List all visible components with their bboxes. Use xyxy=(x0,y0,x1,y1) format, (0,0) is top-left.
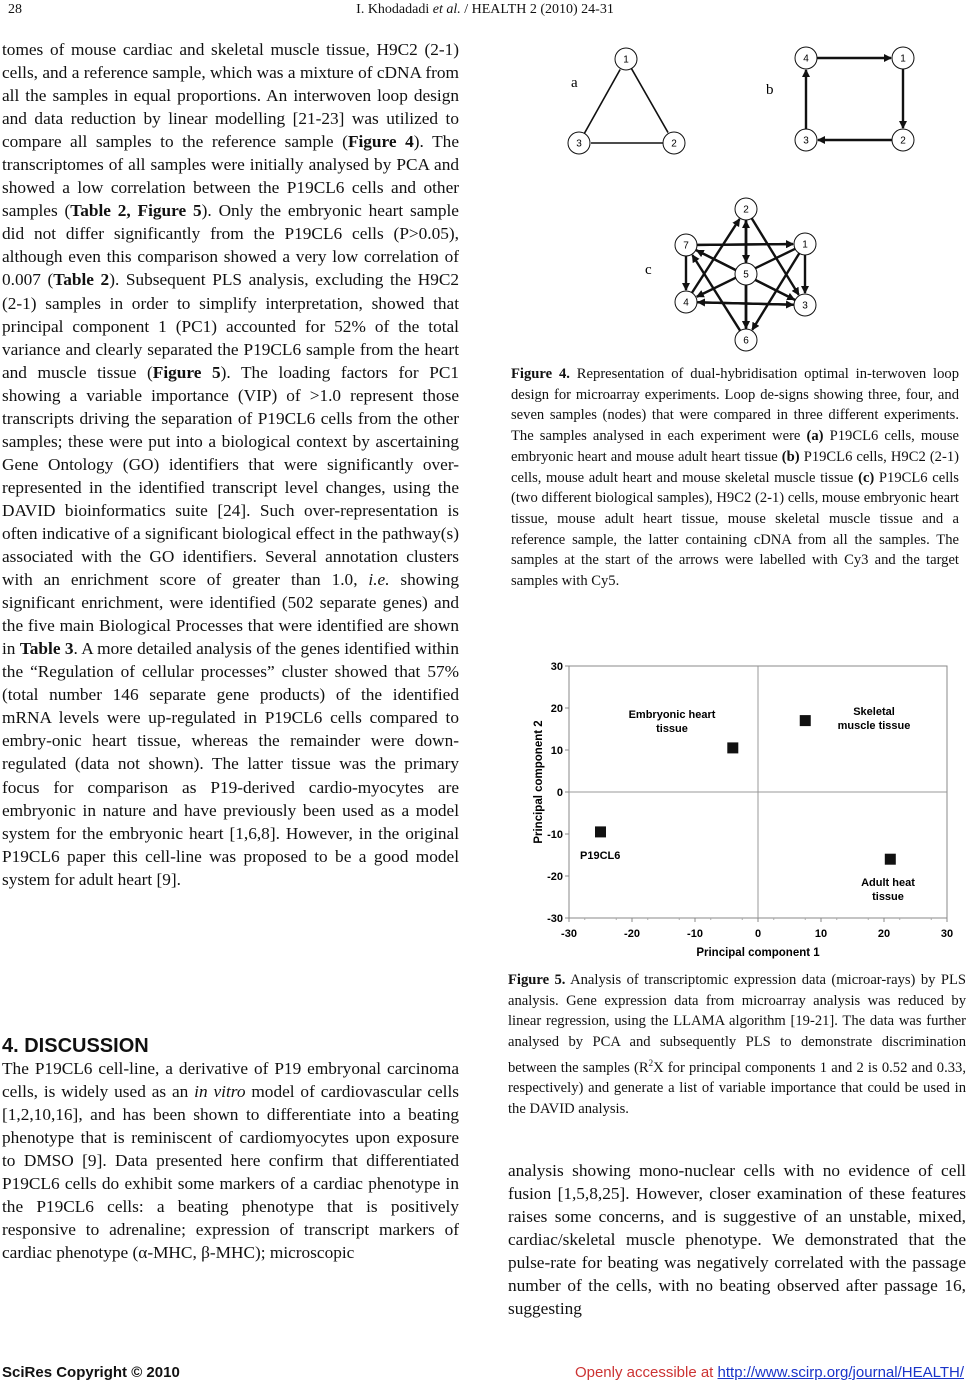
loop-edge xyxy=(692,219,740,293)
ie-italic: i.e. xyxy=(368,570,390,590)
panel-label-a: a xyxy=(571,75,578,91)
node-number: 2 xyxy=(671,138,677,150)
y-tick-label: 30 xyxy=(550,661,563,673)
sample-node xyxy=(735,329,757,351)
node-number: 1 xyxy=(623,54,629,66)
right-paragraph: analysis showing mono-nuclear cells with no evidence of cell fusion [1,5,8,25]. However, closer examination of these features raises some concerns, and is suggestive of an unstable, mixed, cardiac/skeletal muscle phenotype. We demonstrated that the pulse-rate for beating was negatively correlated with the passage number of the cells, with no beating observed after passage 16, suggesting xyxy=(508,1161,966,1319)
data-point-marker xyxy=(800,715,811,726)
text-run: ). Only the embryonic heart sample did not differ significantly from the P19CL6 cells (P>0.05), although even this comparison showed a very low correlation of 0.007 ( xyxy=(2,201,459,290)
sample-node xyxy=(795,129,817,151)
sample-node xyxy=(795,47,817,69)
caption-ref-b: (b) xyxy=(781,448,800,465)
caption-ref-c: (c) xyxy=(858,469,875,486)
section-heading-discussion: 4. DISCUSSION xyxy=(2,1035,149,1057)
sample-node xyxy=(735,263,757,285)
y-tick-label: 0 xyxy=(556,787,563,799)
node-number: 7 xyxy=(683,240,689,252)
running-title xyxy=(0,2,970,18)
loop-edge xyxy=(692,255,740,331)
loop-design-c xyxy=(675,198,816,351)
label-adult-line2: tissue xyxy=(872,891,904,903)
caption-text: P19CL6 cells, mouse embryonic heart and mouse adult heart tissue xyxy=(511,428,959,465)
table2-figure5-ref: Table 2, Figure 5 xyxy=(70,201,202,221)
page-header xyxy=(0,2,970,26)
sample-node xyxy=(675,291,697,313)
data-points xyxy=(595,715,896,865)
node-number: 6 xyxy=(743,335,749,347)
sample-node xyxy=(615,48,637,70)
node-number: 5 xyxy=(743,269,749,281)
text-run: showing significant enrichment, were identified (502 separate genes) and the five main Biological Processes that were identified are shown in xyxy=(2,570,459,659)
node-number: 3 xyxy=(802,300,808,312)
sample-node xyxy=(892,129,914,151)
node-number: 1 xyxy=(900,53,906,65)
x-tick-label: 30 xyxy=(940,928,954,940)
label-p19cl6: P19CL6 xyxy=(580,850,621,862)
label-adult-line1: Adult heat xyxy=(861,877,915,889)
citation-author: I. Khodadadi xyxy=(356,2,433,17)
discussion-paragraph xyxy=(2,1057,459,1264)
text-run: tomes of mouse cardiac and skeletal muscle tissue, H9C2 (2-1) cells, and a reference sample, which was a mixture of cDNA from all the samples in equal proportions. An interwoven loop design and data reduction by linear modelling [21-23] was utilized to compare all samples to the reference sample ( xyxy=(2,40,459,152)
text-run: ). The transcriptomes of all samples were initially analysed by PCA and showed a low correlation between the P19CL6 cells and other samples ( xyxy=(2,132,459,221)
x-tick-label: 0 xyxy=(754,928,762,940)
table-2-ref: Table 2 xyxy=(53,270,110,290)
y-axis-ticks xyxy=(547,661,569,925)
sample-node xyxy=(794,233,816,255)
data-point-marker xyxy=(595,826,606,837)
caption-text: Analysis of transcriptomic expression data (microar-rays) by PLS analysis. Gene expression data from microarray analysis was reduced by linear regression, using the LLAMA algorithm [19-21]. The data was further analysed by PCA and subsequently PLS to demonstrate discrimination between the samples (R xyxy=(508,972,966,1076)
caption-label: Figure 5. xyxy=(508,972,566,988)
sample-node xyxy=(735,198,757,220)
sample-node xyxy=(568,132,590,154)
in-vitro-italic: in vitro xyxy=(194,1082,246,1102)
copyright: SciRes Copyright © 2010 xyxy=(2,1364,180,1381)
results-paragraph xyxy=(2,38,459,891)
sample-node xyxy=(663,132,685,154)
label-embryonic-line2: tissue xyxy=(656,723,688,735)
sample-node xyxy=(892,47,914,69)
table-3-ref: Table 3 xyxy=(19,639,74,659)
discussion-text xyxy=(2,1057,459,1264)
panel-label-b: b xyxy=(766,82,774,98)
text-run: ). Subsequent PLS analysis, excluding the H9C2 (2-1) samples in order to simplify interpretation, showed that principal component 1 (PC1) accounted for 52% of the total variance and clearly separated the P19CL6 sample from the heart and muscle tissue ( xyxy=(2,270,460,382)
node-number: 3 xyxy=(576,138,582,150)
x-tick-label: -20 xyxy=(624,928,640,940)
figure-5-ref: Figure 5 xyxy=(152,362,221,382)
y-tick-label: -20 xyxy=(547,871,563,883)
label-embryonic-line1: Embryonic heart xyxy=(628,709,716,721)
loop-edge xyxy=(752,218,799,294)
loop-edge xyxy=(631,69,668,133)
y-axis-label: Principal component 2 xyxy=(533,720,545,844)
label-skeletal-line1: Skeletal xyxy=(853,706,895,718)
figure-4-caption xyxy=(511,364,959,592)
y-tick-label: -10 xyxy=(547,829,563,841)
text-run: . A more detailed analysis of the genes identified within the “Regulation of cellular processes” cluster showed that 57% (total number 146 separate gene products) of the identified mRNA levels were up-regulated in P19CL6 cells compared to embry-onic heart tissue, whereas the remainder were down-regulated (data not shown). The latter tissue was the primary focus for comparison as P19-derived cardio-myocytes are embryonic in nature and have previously been used as a model system for the embryonic heart [1,6,8]. However, in the original P19CL6 paper this cell-line was proposed to be a good model system for adult heart [9]. xyxy=(2,639,459,889)
figure-5-caption xyxy=(508,970,966,1120)
text-run: model of cardiovascular cells [1,2,10,16], and has been shown to differentiate into a beating phenotype that is reminiscent of cardiomyocytes upon exposure to DMSO [9]. Data presented here confirm that differentiated P19CL6 cells do exhibit some markers of a cardiac phenotype in the P19CL6 cells: a beating phenotype that is positively responsive to adrenaline; expression of transcript markers of cardiac phenotype (α-MHC, β-MHC); microscopic xyxy=(2,1082,459,1263)
node-number: 4 xyxy=(803,53,809,65)
node-number: 1 xyxy=(802,239,808,251)
right-column-text xyxy=(508,1159,966,1320)
x-axis-ticks xyxy=(561,918,953,940)
sample-node xyxy=(794,294,816,316)
caption-label: Figure 4. xyxy=(511,366,570,382)
node-number: 3 xyxy=(803,135,809,147)
caption-ref-a: (a) xyxy=(806,428,824,445)
node-number: 2 xyxy=(743,204,749,216)
x-axis-label: Principal component 1 xyxy=(696,947,820,959)
y-tick-label: -30 xyxy=(547,913,563,925)
label-skeletal-line2: muscle tissue xyxy=(837,720,911,732)
loop-design-a xyxy=(568,48,685,154)
figure-5-pls-scatter xyxy=(520,655,970,965)
data-point-marker xyxy=(727,742,738,753)
node-number: 2 xyxy=(900,135,906,147)
citation-etal: et al. xyxy=(432,2,461,17)
y-tick-label: 10 xyxy=(550,745,563,757)
caption-text: P19CL6 cells (two different biological samples), H9C2 (2-1) cells, mouse embryonic heart tissue, mouse adult heart tissue, mouse skeletal muscle tissue and a reference sample, the latter containing cDNA from all the samples. The samples at the start of the arrows were labelled with Cy3 and the target samples with Cy5. xyxy=(511,469,959,590)
open-access-note xyxy=(575,1364,964,1381)
x-tick-label: 10 xyxy=(814,928,828,940)
loop-edge xyxy=(584,69,620,133)
node-number: 4 xyxy=(683,297,689,309)
sample-node xyxy=(675,234,697,256)
caption-text: P19CL6 cells, H9C2 (2-1) cells, mouse adult heart and mouse skeletal muscle tissue xyxy=(511,448,959,486)
x-tick-label: 20 xyxy=(877,928,891,940)
caption-text: Representation of dual-hybridisation optimal in-terwoven loop design for microarray experiments. Loop de-signs showing three, four, and seven samples (nodes) that were compared in three different experiments. The samples analysed in each experiment were xyxy=(511,366,959,445)
page-number: 28 xyxy=(8,2,22,17)
access-text: Openly accessible at xyxy=(574,1364,718,1381)
y-tick-label: 20 xyxy=(550,703,563,715)
x-tick-label: -30 xyxy=(561,928,577,940)
text-run: The P19CL6 cell-line, a derivative of P19 embryonal carcinoma cells, is widely used as an xyxy=(2,1059,459,1102)
figure-4-loop-designs xyxy=(540,38,970,358)
loop-design-b xyxy=(795,47,914,151)
x-tick-label: -10 xyxy=(687,928,703,940)
page-footer xyxy=(0,1364,970,1386)
figure-4-ref: Figure 4 xyxy=(347,132,414,152)
left-column-text xyxy=(2,38,459,891)
journal-link[interactable]: http://www.scirp.org/journal/HEALTH/ xyxy=(717,1364,964,1381)
data-point-marker xyxy=(885,854,896,865)
caption-text: X for principal components 1 and 2 is 0.52 and 0.33, respectively) and generate a list of variable importance that could be used in the DAVID analysis. xyxy=(508,1059,966,1118)
text-run: ). The loading factors for PC1 showing a variable importance (VIP) of >1.0 represent those transcripts driving the separation of P19CL6 cells from the other samples; these were put into a biological context by ascertaining Gene Ontology (GO) identifiers that were significantly over-represented in the identified transcript level changes, using the DAVID bioinformatics suite [24]. Such over-representation is often indicative of a significant biological effect in the pathway(s) associated with the GO identifiers. Several annotation clusters with an enrichment score of greater than 1.0, xyxy=(2,362,459,590)
panel-label-c: c xyxy=(645,262,652,278)
citation-journal: / HEALTH 2 (2010) 24-31 xyxy=(460,2,614,17)
caption-superscript: 2 xyxy=(648,1057,654,1068)
